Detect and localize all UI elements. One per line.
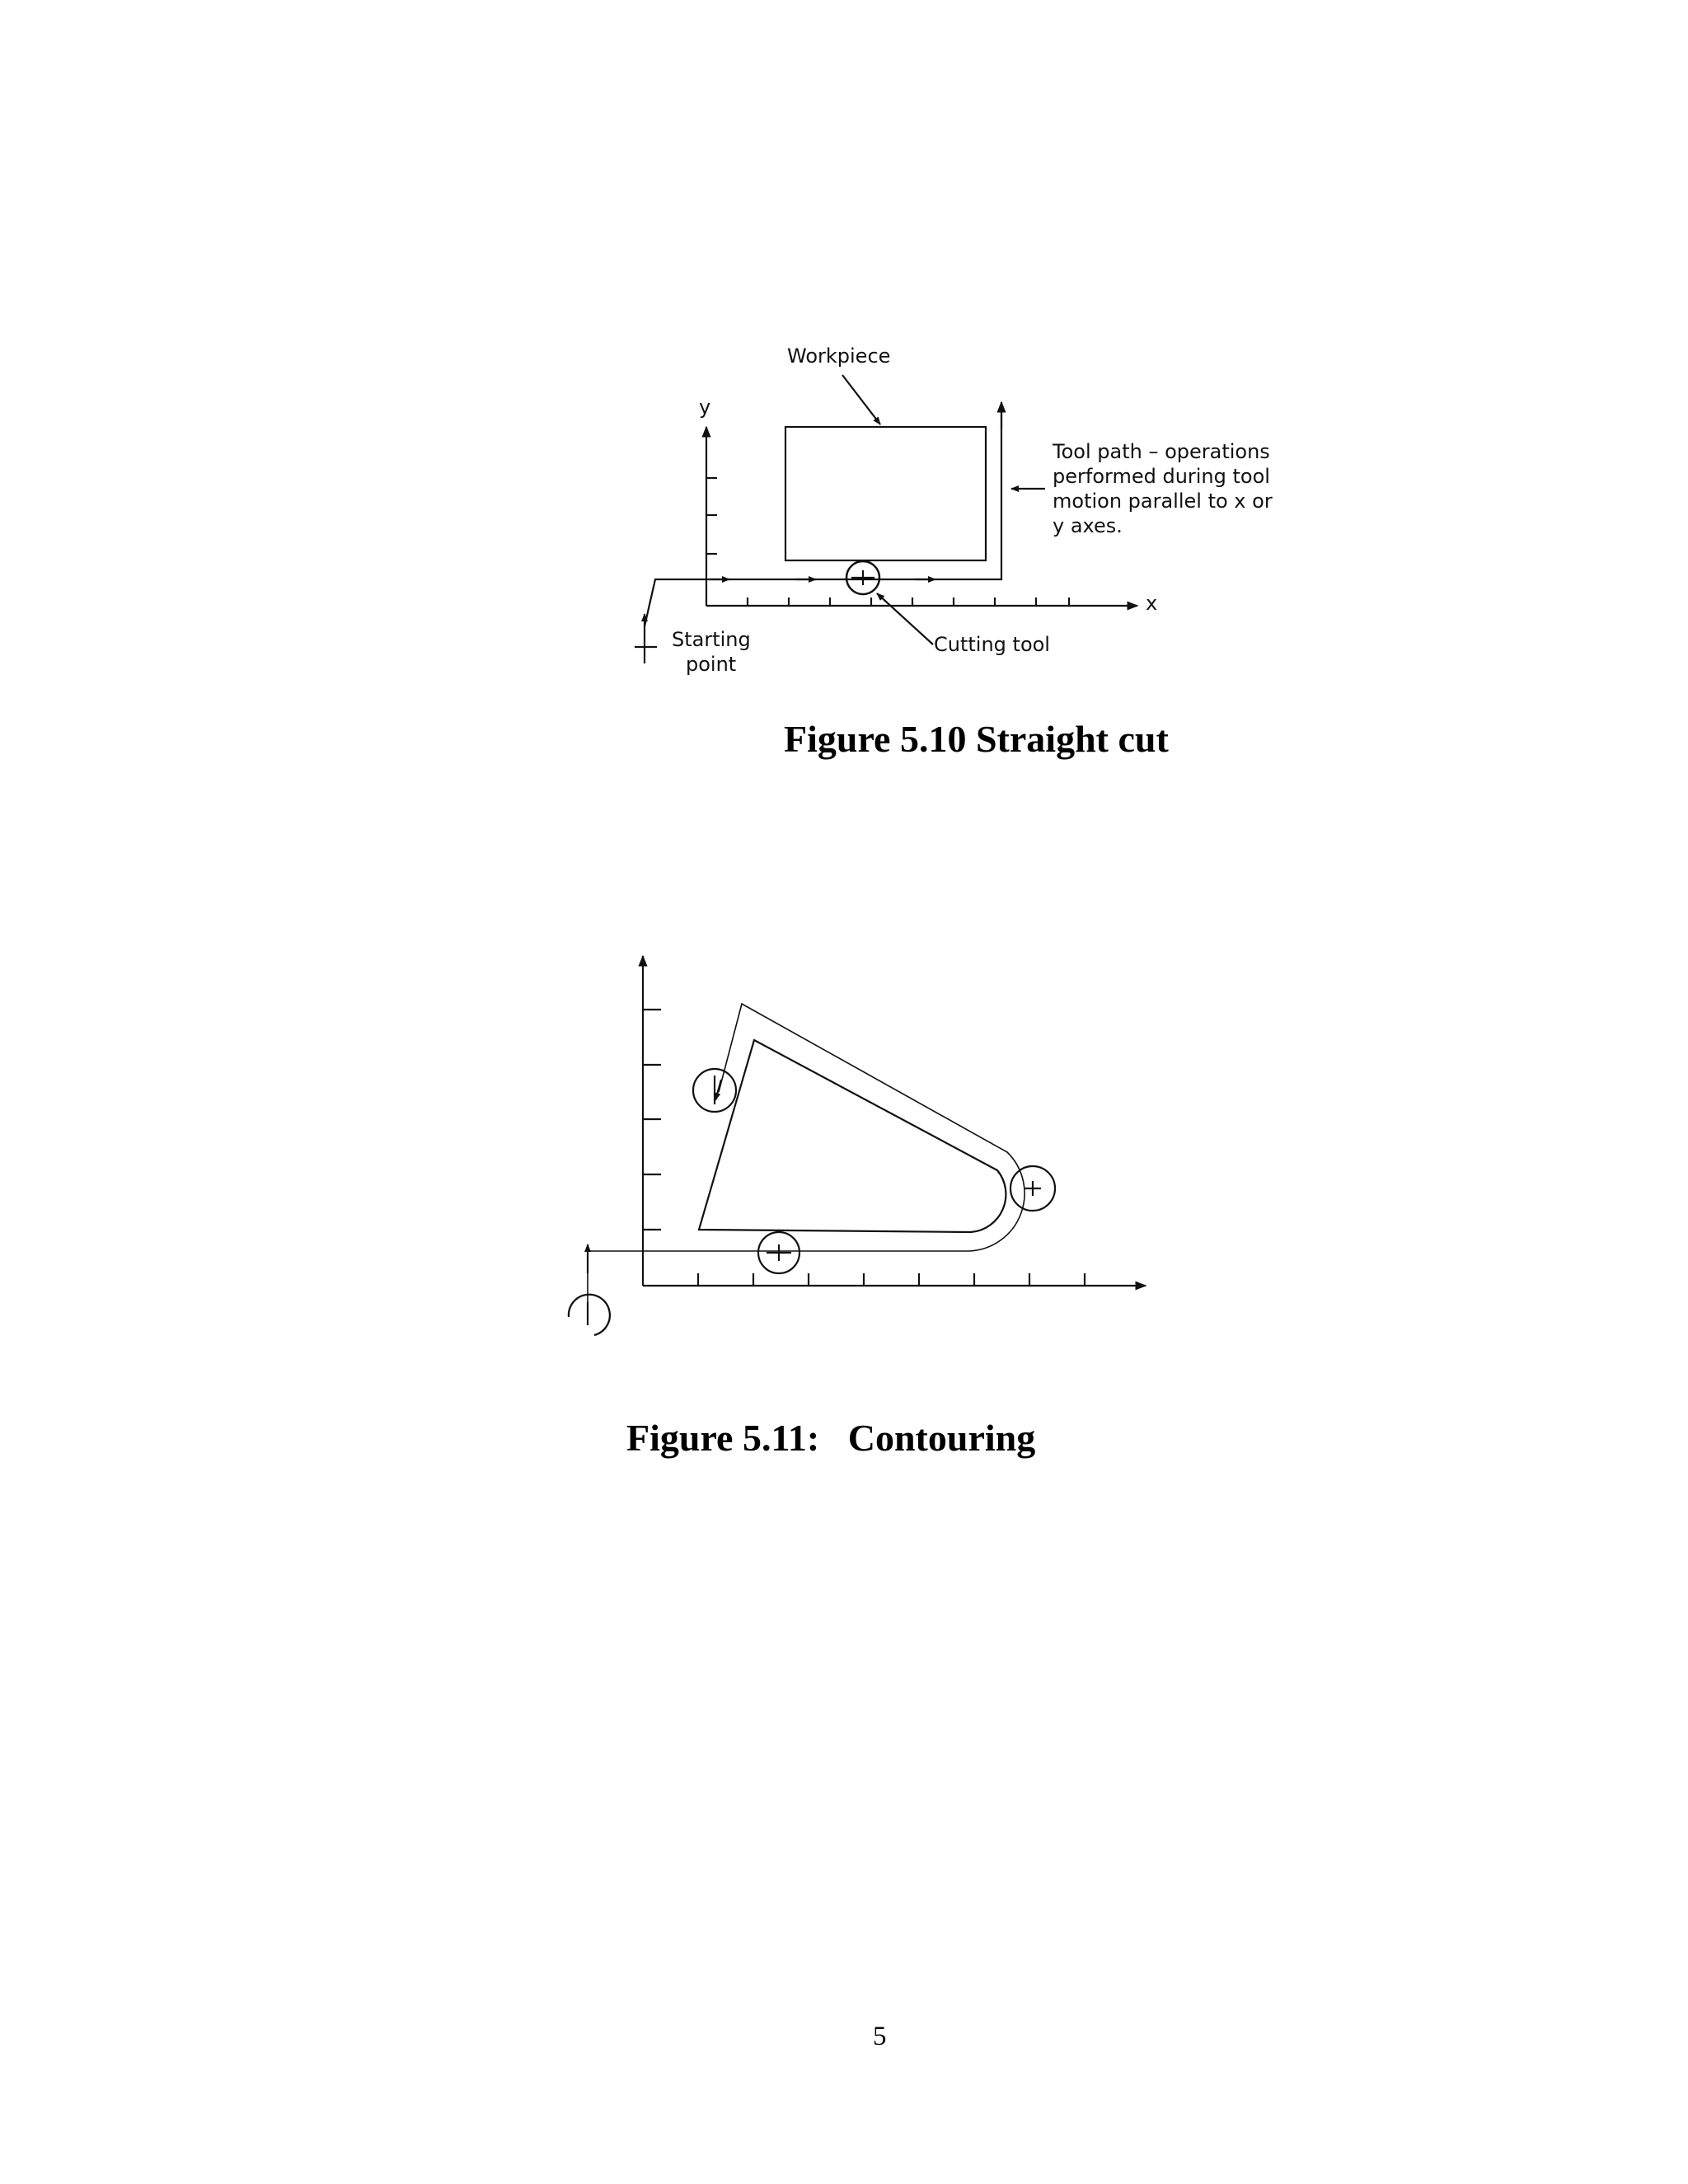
contour-starting-tool xyxy=(569,1295,610,1335)
y-axis-label: y xyxy=(699,396,711,419)
contour-workpiece xyxy=(699,1040,1006,1232)
tool-path-label-line-2: performed during tool xyxy=(1053,465,1270,488)
x-axis-label: x xyxy=(1146,592,1158,615)
contour-y-axis-ticks xyxy=(643,1010,661,1230)
contour-tool-circle-bottom xyxy=(758,1232,799,1273)
tool-path-label-line-3: motion parallel to x or xyxy=(1053,490,1273,513)
starting-point-label-line-2: point xyxy=(686,653,737,676)
workpiece-rectangle xyxy=(785,427,986,560)
workpiece-leader xyxy=(842,375,880,424)
contour-tool-path-arrow xyxy=(715,1080,721,1100)
figure-5-10-caption: Figure 5.10 Straight cut xyxy=(784,718,1169,760)
figure-5-11-caption: Figure 5.11: Contouring xyxy=(626,1417,1036,1459)
page-number: 5 xyxy=(873,2022,887,2051)
cutting-tool-label: Cutting tool xyxy=(934,633,1050,656)
tool-path-label-line-4: y axes. xyxy=(1053,514,1123,537)
tool-path-label-line-1: Tool path – operations xyxy=(1053,440,1270,463)
contour-tool-path xyxy=(588,1004,1025,1315)
x-axis-ticks xyxy=(748,598,1069,606)
starting-point-label-line-1: Starting xyxy=(672,628,751,651)
contour-tool-circle-left xyxy=(693,1069,736,1112)
contour-tool-circle-right xyxy=(1010,1166,1055,1211)
y-axis-ticks xyxy=(706,478,717,554)
workpiece-label: Workpiece xyxy=(787,344,891,368)
figure-5-10-labels xyxy=(672,344,1273,676)
tool-path xyxy=(645,404,1001,626)
cutting-tool-circle xyxy=(846,561,879,594)
figure-5-11-diagram xyxy=(569,956,1146,1335)
cutting-tool-leader xyxy=(877,593,933,644)
contour-x-axis-ticks xyxy=(698,1273,1085,1286)
